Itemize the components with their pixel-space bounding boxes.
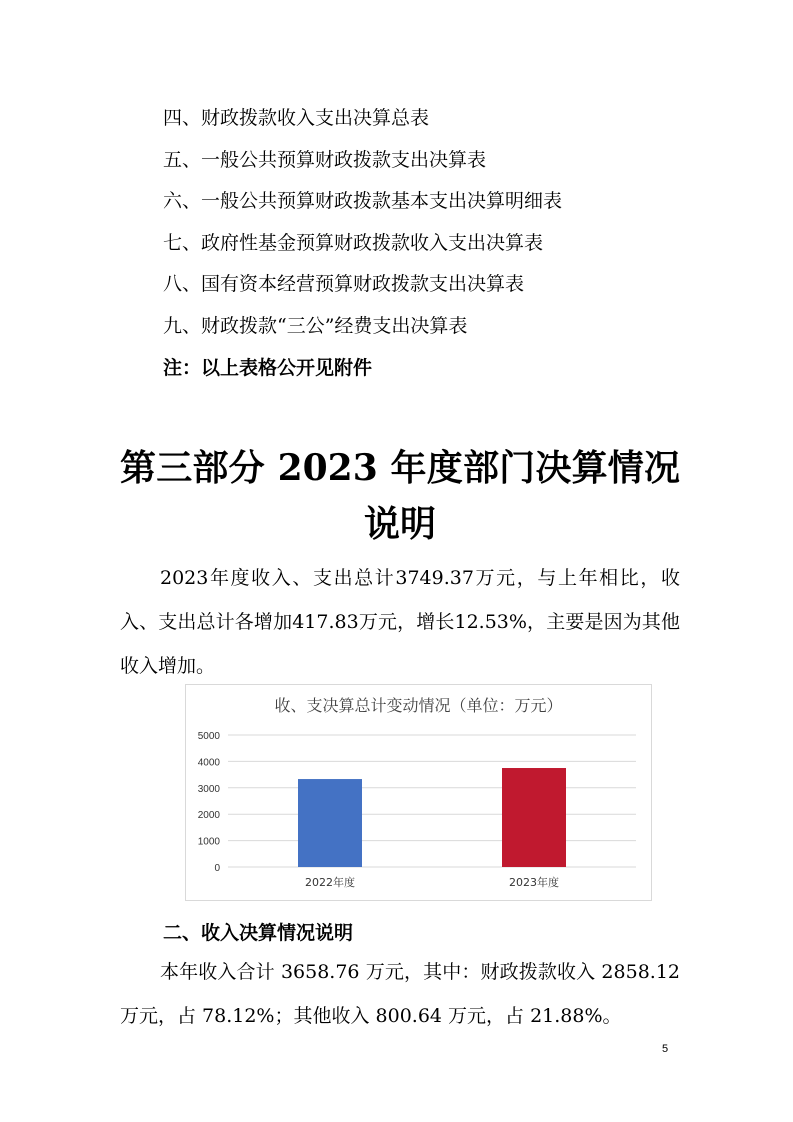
bar-chart	[186, 685, 651, 900]
list-item: 四、财政拨款收入支出决算总表	[163, 107, 430, 129]
attachment-note: 注：以上表格公开见附件	[163, 357, 373, 379]
section-subheading: 二、收入决算情况说明	[163, 922, 354, 944]
list-item: 五、一般公共预算财政拨款支出决算表	[163, 149, 487, 171]
chart-container	[185, 684, 652, 901]
list-item: 七、政府性基金预算财政拨款收入支出决算表	[163, 232, 544, 254]
list-item: 八、国有资本经营预算财政拨款支出决算表	[163, 273, 525, 295]
page-number: 5	[662, 1043, 669, 1055]
y-tick-label: 4000	[197, 757, 220, 769]
y-tick-label: 1000	[197, 836, 220, 848]
summary-paragraph: 2023年度收入、支出总计3749.37万元，与上年相比，收入、支出总计各增加417.83万元，增长12.53%，主要是因为其他收入增加。	[120, 567, 680, 677]
y-tick-label: 5000	[197, 731, 220, 742]
y-tick-label: 3000	[197, 783, 220, 795]
list-item: 六、一般公共预算财政拨款基本支出决算明细表	[163, 190, 563, 212]
income-paragraph: 本年收入合计 3658.76 万元，其中：财政拨款收入 2858.12 万元，占 78.12%；其他收入 800.64 万元，占 21.88%。	[120, 961, 680, 1027]
x-tick-label: 2023年度	[509, 876, 559, 889]
y-tick-label: 2000	[197, 810, 220, 822]
bar-2022年度	[298, 779, 362, 867]
bar-2023年度	[502, 768, 566, 867]
x-tick-label: 2022年度	[305, 876, 355, 889]
y-tick-label: 0	[214, 863, 220, 874]
section-title: 第三部分 2023 年度部门决算情况说明	[120, 447, 680, 545]
chart-title: 收、支决算总计变动情况（单位：万元）	[274, 696, 563, 715]
list-item: 九、财政拨款“三公”经费支出决算表	[163, 315, 468, 337]
